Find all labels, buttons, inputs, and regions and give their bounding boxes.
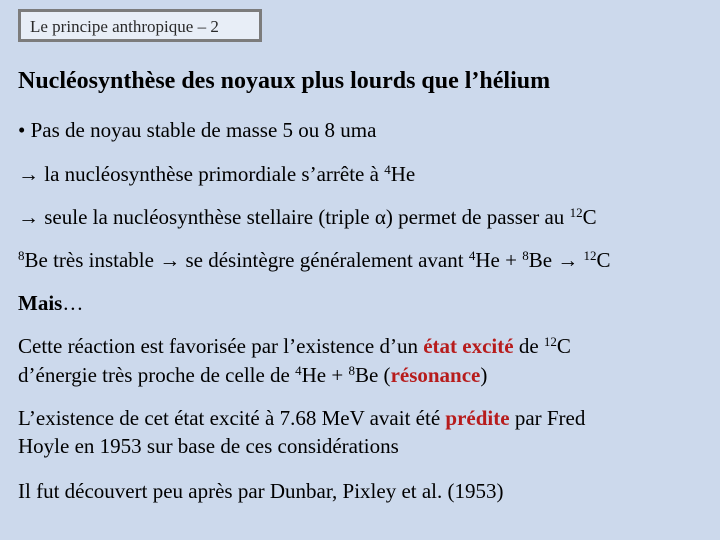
arrow1-sup: 4 xyxy=(384,162,391,177)
be8-sup3: 8 xyxy=(522,248,529,263)
para2-line1 xyxy=(18,404,585,432)
para1-line2 xyxy=(18,361,487,389)
mais-rest: … xyxy=(62,291,84,315)
be8-line xyxy=(18,246,611,274)
be8-t1: Be très instable → se désintègre généralement avant xyxy=(24,248,469,272)
mais-line xyxy=(18,289,83,317)
para1-l2-post: ) xyxy=(480,363,488,387)
para1-l2-red: résonance xyxy=(390,363,481,387)
para1-line1 xyxy=(18,332,571,360)
para2-l1-post: par Fred xyxy=(509,406,586,430)
be8-sup2: 4 xyxy=(468,248,476,263)
para1-l1-pre: Cette réaction est favorisée par l’existence d’un xyxy=(18,334,424,358)
arrow-line-primordial xyxy=(18,160,415,188)
arrow1-text: → la nucléosynthèse primordiale s’arrête à xyxy=(18,162,385,186)
para1-l2-sup1: 4 xyxy=(295,363,302,378)
para1-l1-sup: 12 xyxy=(543,334,557,349)
arrow2-text: → seule la nucléosynthèse stellaire (triple α) permet de passer au xyxy=(18,205,570,229)
para2-l1-pre: L’existence de cet état excité à 7.68 MeV avait été xyxy=(18,406,446,430)
para1-l1-post: C xyxy=(556,334,571,358)
be8-t3: Be → xyxy=(528,248,584,272)
be8-sup1: 8 xyxy=(18,248,25,263)
para1-l2-sup2: 8 xyxy=(348,363,355,378)
be8-sup4: 12 xyxy=(583,248,597,263)
arrow2-post: C xyxy=(582,205,597,229)
para1-l1-mid: de xyxy=(513,334,544,358)
para1-l2-pre: d’énergie très proche de celle de xyxy=(18,363,296,387)
para1-l1-red: état excité xyxy=(423,334,514,358)
para1-l2-mid2: Be ( xyxy=(354,363,391,387)
para1-l2-mid: He + xyxy=(301,363,349,387)
arrow-line-stellar xyxy=(18,203,597,231)
bullet-no-stable-nucleus: • Pas de noyau stable de masse 5 ou 8 uma xyxy=(18,118,377,142)
slide-title: Le principe anthropique – 2 xyxy=(30,17,219,36)
slide-heading: Nucléosynthèse des noyaux plus lourds que l’hélium xyxy=(18,68,551,94)
slide-title-box xyxy=(18,9,262,42)
para2-l1-red: prédite xyxy=(445,406,510,430)
be8-t2: He + xyxy=(475,248,523,272)
mais-bold: Mais xyxy=(18,291,63,315)
be8-t4: C xyxy=(596,248,611,272)
arrow1-post: He xyxy=(390,162,416,186)
arrow2-sup: 12 xyxy=(569,205,583,220)
para2-line2: Hoyle en 1953 sur base de ces considérations xyxy=(18,434,399,458)
para3-line: Il fut découvert peu après par Dunbar, Pixley et al. (1953) xyxy=(18,479,504,503)
